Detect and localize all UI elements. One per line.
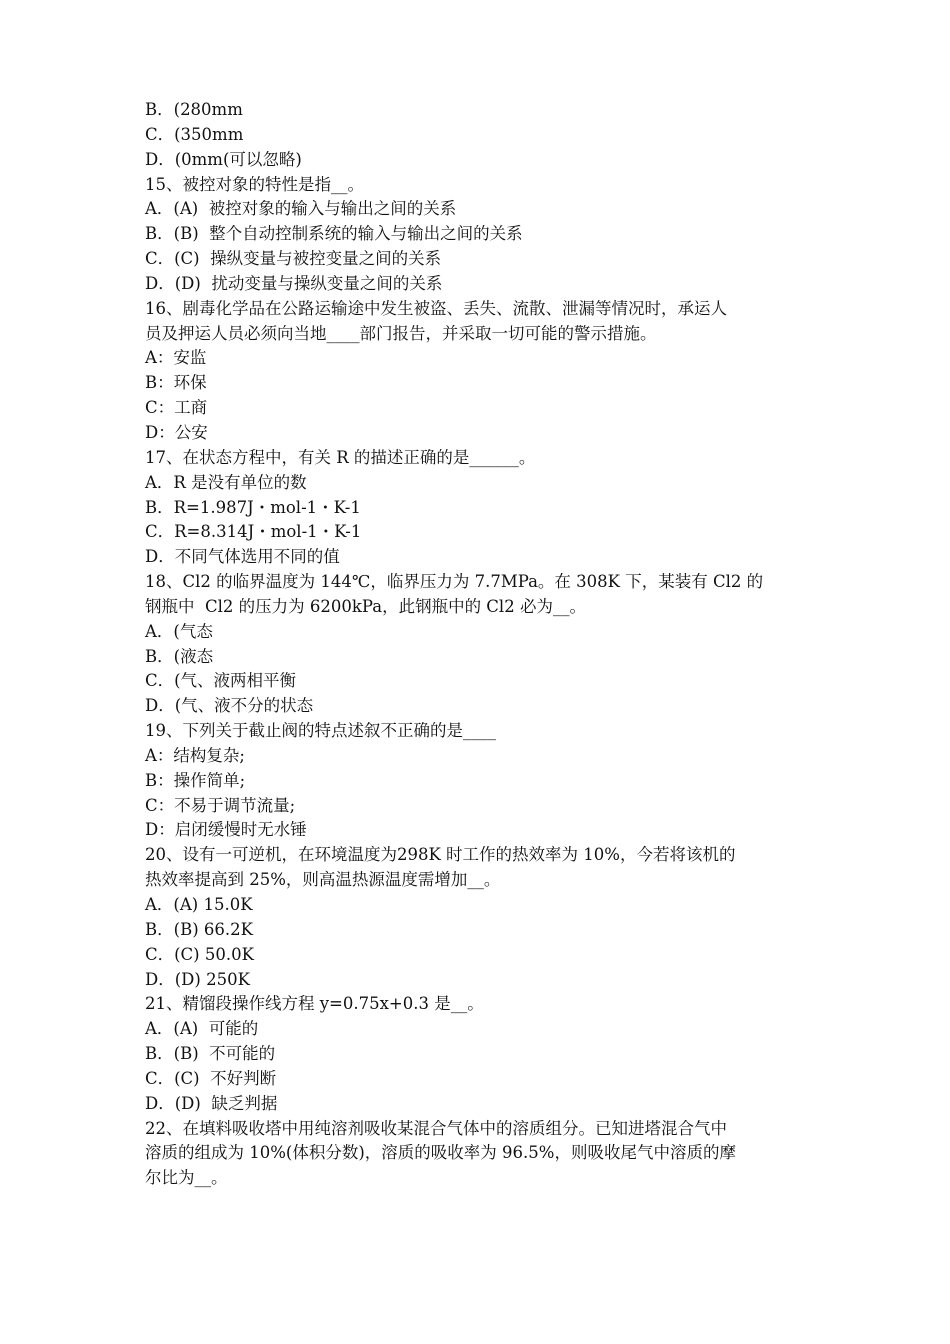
question-21: 21、精馏段操作线方程 y=0.75x+0.3 是__。 [145,994,484,1014]
q21-option-d: D．(D) 缺乏判据 [145,1093,278,1113]
question-17: 17、在状态方程中，有关 R 的描述正确的是______。 [145,447,536,467]
option-c-350mm: C．(350mm [145,124,244,144]
question-16-line-2: 员及押运人员必须向当地____部门报告，并采取一切可能的警示措施。 [145,323,657,343]
question-22-line-2: 溶质的组成为 10%(体积分数)，溶质的吸收率为 96.5%，则吸收尾气中溶质的摩 [145,1143,736,1163]
q21-option-a: A．(A) 可能的 [145,1019,259,1039]
q18-option-d: D．(气、液不分的状态 [145,696,314,716]
q21-option-b: B．(B) 不可能的 [145,1044,276,1064]
document-page [145,98,825,1191]
q16-option-d: D：公安 [145,422,208,442]
option-d-0mm: D．(0mm(可以忽略) [145,149,302,169]
q18-option-a: A．(气态 [145,621,213,641]
q15-option-b: B．(B) 整个自动控制系统的输入与输出之间的关系 [145,224,523,244]
question-18-line-1: 18、Cl2 的临界温度为 144℃，临界压力为 7.7MPa。在 308K 下，某装有 Cl2 的 [145,572,764,592]
question-16-line-1: 16、剧毒化学品在公路运输途中发生被盗、丢失、流散、泄漏等情况时，承运人 [145,298,727,318]
q19-option-d: D：启闭缓慢时无水锤 [145,820,307,840]
q18-option-c: C．(气、液两相平衡 [145,671,297,691]
question-20-line-2: 热效率提高到 25%，则高温热源温度需增加__。 [145,870,501,890]
q20-option-c: C．(C) 50.0K [145,944,254,964]
q19-option-b: B：操作简单; [145,770,246,790]
q18-option-b: B．(液态 [145,646,214,666]
q21-option-c: C．(C) 不好判断 [145,1068,277,1088]
q16-option-c: C：工商 [145,398,208,418]
q17-option-b: B．R=1.987J・mol-1・K-1 [145,497,361,517]
question-19: 19、下列关于截止阀的特点述叙不正确的是____ [145,721,496,741]
option-b-280mm: B．(280mm [145,100,243,119]
question-15: 15、被控对象的特性是指__。 [145,174,364,194]
q16-option-b: B：环保 [145,373,207,393]
q15-option-a: A．(A) 被控对象的输入与输出之间的关系 [145,199,457,219]
q19-option-a: A：结构复杂; [145,745,245,765]
question-22-line-3: 尔比为__。 [145,1168,228,1188]
question-22-line-1: 22、在填料吸收塔中用纯溶剂吸收某混合气体中的溶质组分。已知进塔混合气中 [145,1118,727,1138]
q20-option-d: D．(D) 250K [145,969,250,989]
q15-option-d: D．(D) 扰动变量与操纵变量之间的关系 [145,273,443,293]
q17-option-c: C．R=8.314J・mol-1・K-1 [145,522,362,542]
question-20-line-1: 20、设有一可逆机，在环境温度为298K 时工作的热效率为 10%，今若将该机的 [145,845,736,865]
q19-option-c: C：不易于调节流量; [145,795,296,815]
q20-option-a: A．(A) 15.0K [145,895,253,914]
q17-option-a: A．R 是没有单位的数 [145,472,307,492]
q15-option-c: C．(C) 操纵变量与被控变量之间的关系 [145,249,442,269]
q17-option-d: D．不同气体选用不同的值 [145,547,340,567]
q20-option-b: B．(B) 66.2K [145,919,253,939]
question-18-line-2: 钢瓶中 Cl2 的压力为 6200kPa，此钢瓶中的 Cl2 必为__。 [145,596,586,616]
q16-option-a: A：安监 [145,348,207,368]
